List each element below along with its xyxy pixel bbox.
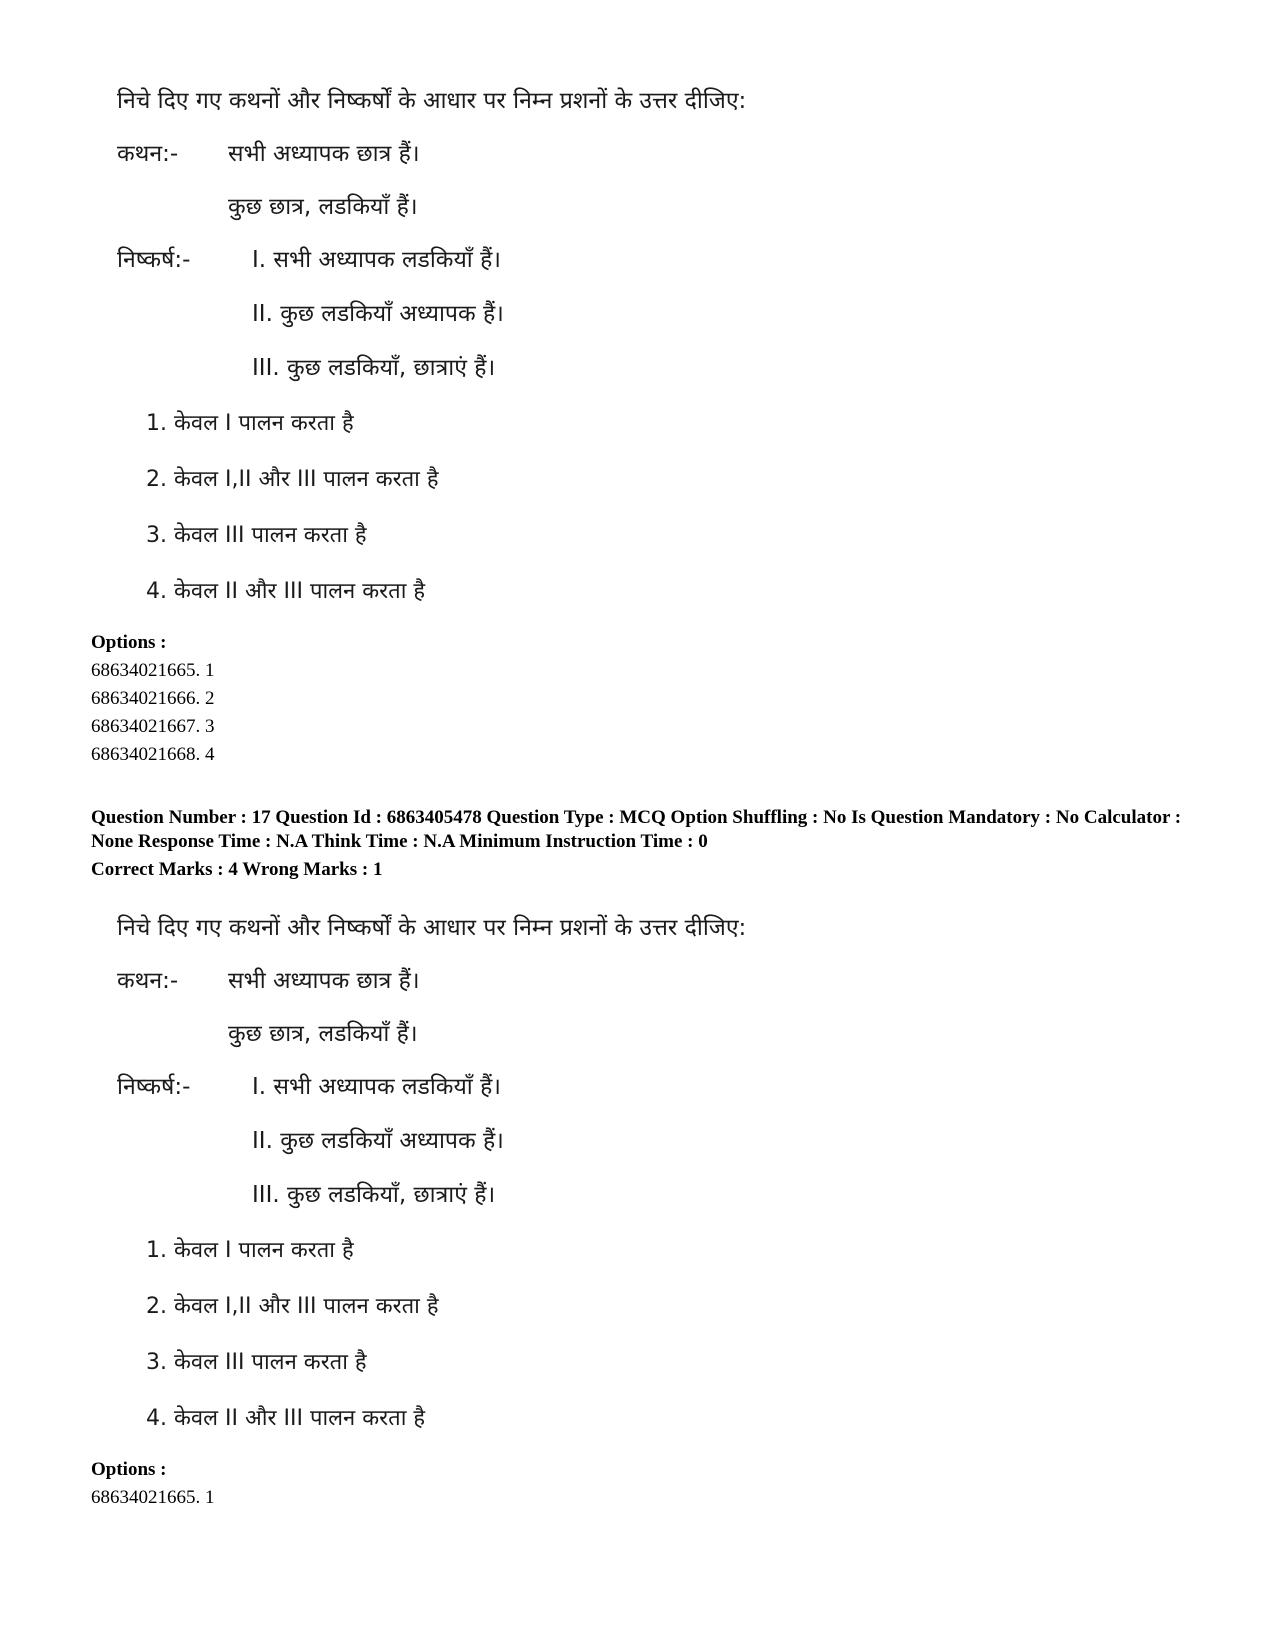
conclusion-label: निष्कर्ष:- <box>117 247 191 273</box>
choice-3: 3. केवल III पालन करता है <box>146 523 367 548</box>
choice-4: 4. केवल II और III पालन करता है <box>146 1406 426 1431</box>
conclusion-1: I. सभी अध्यापक लडकियाँ हैं। <box>252 1074 502 1100</box>
option-item: 68634021666. 2 <box>91 688 215 709</box>
statement-1: सभी अध्यापक छात्र हैं। <box>228 968 420 994</box>
question-instruction: निचे दिए गए कथनों और निष्कर्षों के आधार पर निम्न प्रशनों के उत्तर दीजिए: <box>117 915 747 941</box>
options-label: Options : <box>91 1459 167 1480</box>
choice-1: 1. केवल I पालन करता है <box>146 411 354 436</box>
choice-4: 4. केवल II और III पालन करता है <box>146 579 426 604</box>
option-item: 68634021668. 4 <box>91 744 215 765</box>
question-meta: Question Number : 17 Question Id : 6863405478 Question Type : MCQ Option Shuffling : No Is Question Mandatory : No Calculator : None Response Time : N.A Think Time : N.A Minimum Instruction Time : 0 <box>91 807 1182 852</box>
statement-1: सभी अध्यापक छात्र हैं। <box>228 141 420 167</box>
conclusion-1: I. सभी अध्यापक लडकियाँ हैं। <box>252 247 502 273</box>
statement-2: कुछ छात्र, लडकियाँ हैं। <box>228 194 418 220</box>
statement-2: कुछ छात्र, लडकियाँ हैं। <box>228 1021 418 1047</box>
choice-2: 2. केवल I,II और III पालन करता है <box>146 467 439 492</box>
option-item: 68634021665. 1 <box>91 660 215 681</box>
choice-3: 3. केवल III पालन करता है <box>146 1350 367 1375</box>
statement-label: कथन:- <box>117 968 179 994</box>
conclusion-3: III. कुछ लडकियाँ, छात्राएं हैं। <box>252 355 496 381</box>
conclusion-label: निष्कर्ष:- <box>117 1074 191 1100</box>
options-label: Options : <box>91 632 167 653</box>
conclusion-3: III. कुछ लडकियाँ, छात्राएं हैं। <box>252 1182 496 1208</box>
choice-1: 1. केवल I पालन करता है <box>146 1238 354 1263</box>
conclusion-2: II. कुछ लडकियाँ अध्यापक हैं। <box>252 301 504 327</box>
statement-label: कथन:- <box>117 141 179 167</box>
conclusion-2: II. कुछ लडकियाँ अध्यापक हैं। <box>252 1128 504 1154</box>
option-item: 68634021667. 3 <box>91 716 215 737</box>
question-instruction: निचे दिए गए कथनों और निष्कर्षों के आधार पर निम्न प्रशनों के उत्तर दीजिए: <box>117 88 747 114</box>
choice-2: 2. केवल I,II और III पालन करता है <box>146 1294 439 1319</box>
question-marks: Correct Marks : 4 Wrong Marks : 1 <box>91 859 383 880</box>
option-item: 68634021665. 1 <box>91 1487 215 1508</box>
